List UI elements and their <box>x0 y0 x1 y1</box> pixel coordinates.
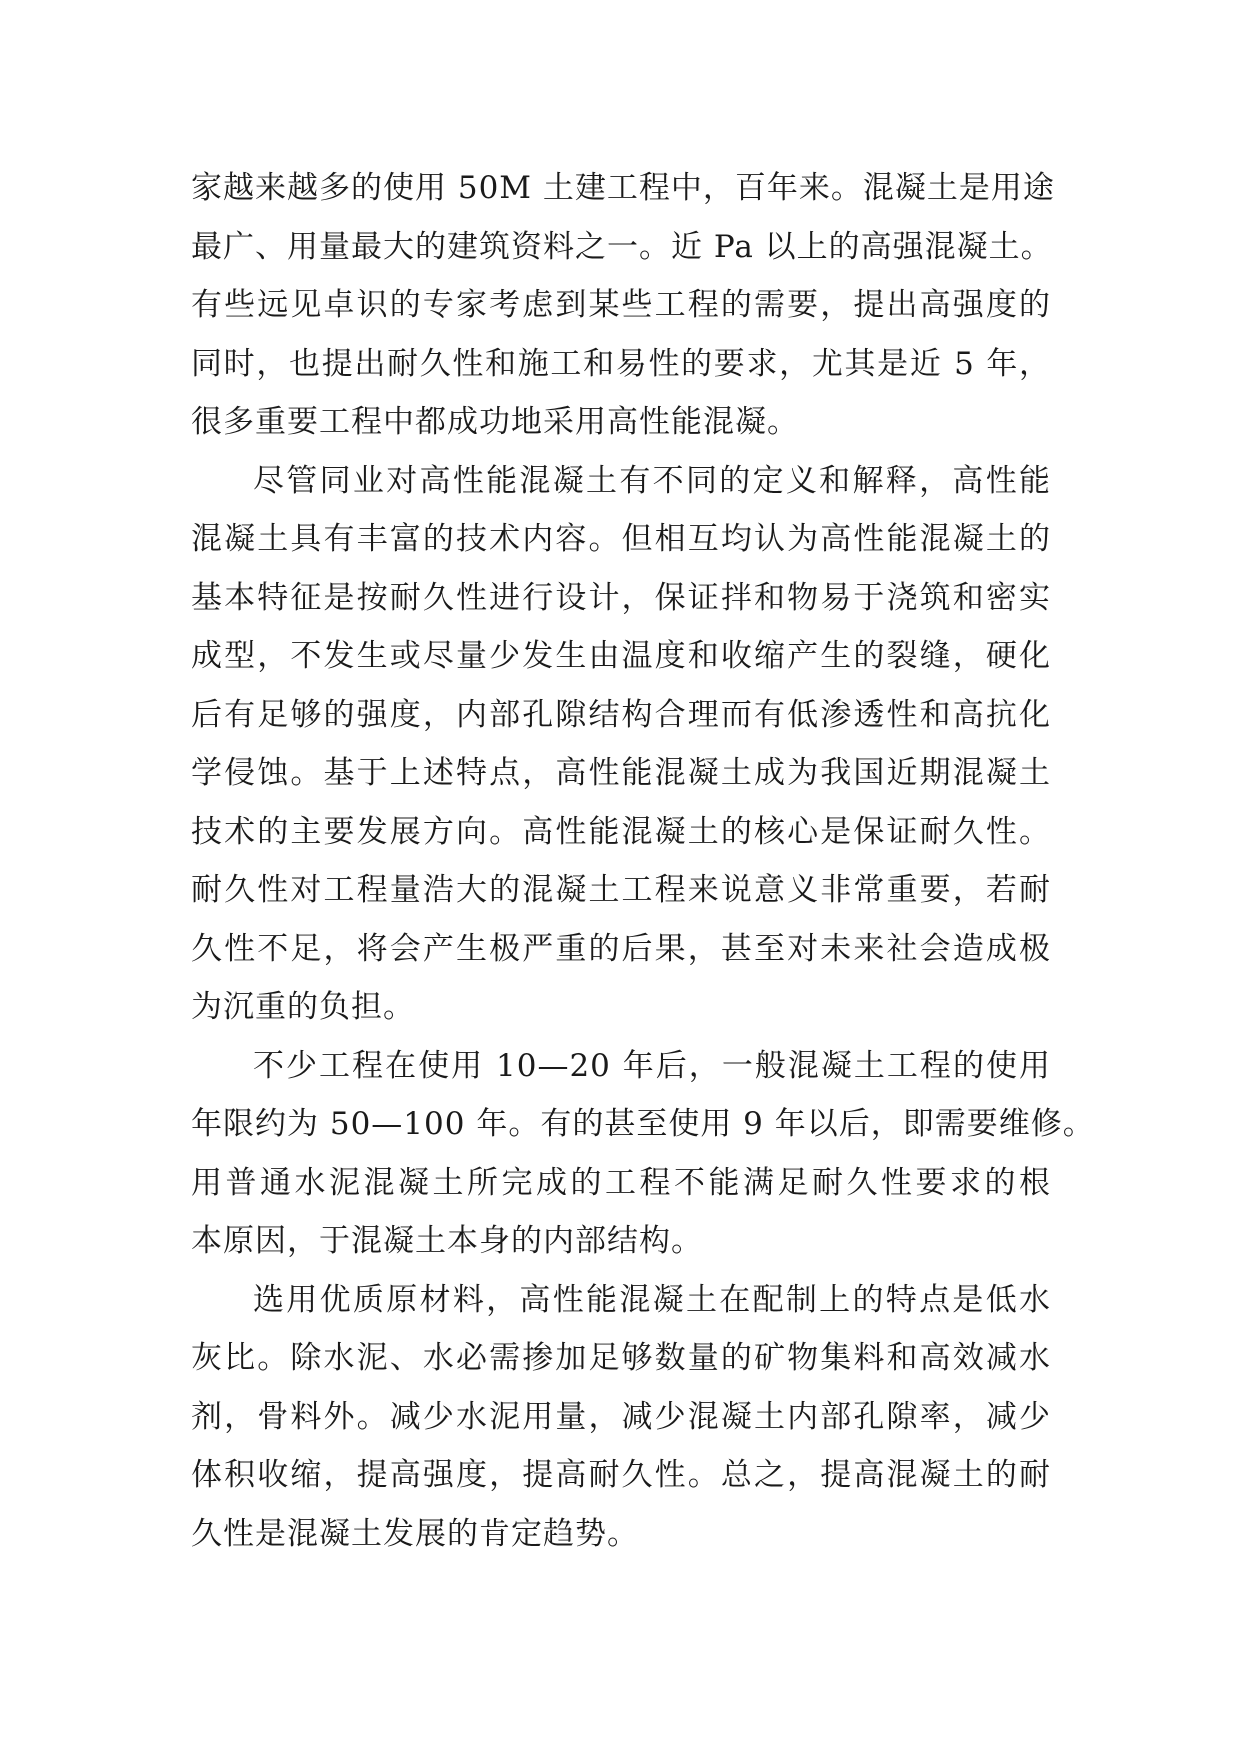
document-body <box>191 159 1095 1563</box>
paragraph-4 <box>191 1271 1051 1564</box>
text-line: 基本特征是按耐久性进行设计，保证拌和物易于浇筑和密实 <box>191 579 1051 616</box>
text-line: 后有足够的强度，内部孔隙结构合理而有低渗透性和高抗化 <box>191 696 1051 733</box>
text-line: 年限约为 50—100 年。有的甚至使用 9 年以后，即需要维修。 <box>191 1106 1095 1142</box>
text-line: 尽管同业对高性能混凝土有不同的定义和解释，高性能 <box>253 462 1051 499</box>
text-line: 为沉重的负担。 <box>191 989 415 1025</box>
text-line: 选用优质原材料，高性能混凝土在配制上的特点是低水 <box>253 1281 1051 1318</box>
text-line: 混凝土具有丰富的技术内容。但相互均认为高性能混凝土的 <box>191 521 1051 557</box>
text-line: 用普通水泥混凝土所完成的工程不能满足耐久性要求的根 <box>191 1164 1051 1201</box>
text-line: 学侵蚀。基于上述特点，高性能混凝土成为我国近期混凝土 <box>191 755 1051 791</box>
paragraph-1 <box>191 159 1055 452</box>
text-line: 技术的主要发展方向。高性能混凝土的核心是保证耐久性。 <box>191 813 1051 850</box>
text-line: 成型，不发生或尽量少发生由温度和收缩产生的裂缝，硬化 <box>191 638 1051 674</box>
text-line: 最广、用量最大的建筑资料之一。近 Pa 以上的高强混凝土。 <box>191 228 1053 265</box>
paragraph-3 <box>191 1037 1095 1271</box>
text-line: 久性不足，将会产生极严重的后果，甚至对未来社会造成极 <box>191 930 1051 967</box>
text-line: 本原因，于混凝土本身的内部结构。 <box>191 1223 703 1259</box>
text-line: 剂，骨料外。减少水泥用量，减少混凝土内部孔隙率，减少 <box>191 1398 1051 1435</box>
text-line: 有些远见卓识的专家考虑到某些工程的需要，提出高强度的 <box>191 287 1051 323</box>
text-line: 灰比。除水泥、水必需掺加足够数量的矿物集料和高效减水 <box>191 1340 1051 1376</box>
text-line: 家越来越多的使用 50M 土建工程中，百年来。混凝土是用途 <box>191 170 1055 206</box>
text-line: 体积收缩，提高强度，提高耐久性。总之，提高混凝土的耐 <box>191 1457 1051 1493</box>
text-line: 久性是混凝土发展的肯定趋势。 <box>191 1515 639 1552</box>
text-line: 耐久性对工程量浩大的混凝土工程来说意义非常重要，若耐 <box>191 872 1051 908</box>
text-line: 很多重要工程中都成功地采用高性能混凝。 <box>191 404 799 440</box>
paragraph-2 <box>191 452 1051 1037</box>
text-line: 不少工程在使用 10—20 年后，一般混凝土工程的使用 <box>253 1047 1051 1084</box>
text-line: 同时，也提出耐久性和施工和易性的要求，尤其是近 5 年， <box>191 345 1051 382</box>
